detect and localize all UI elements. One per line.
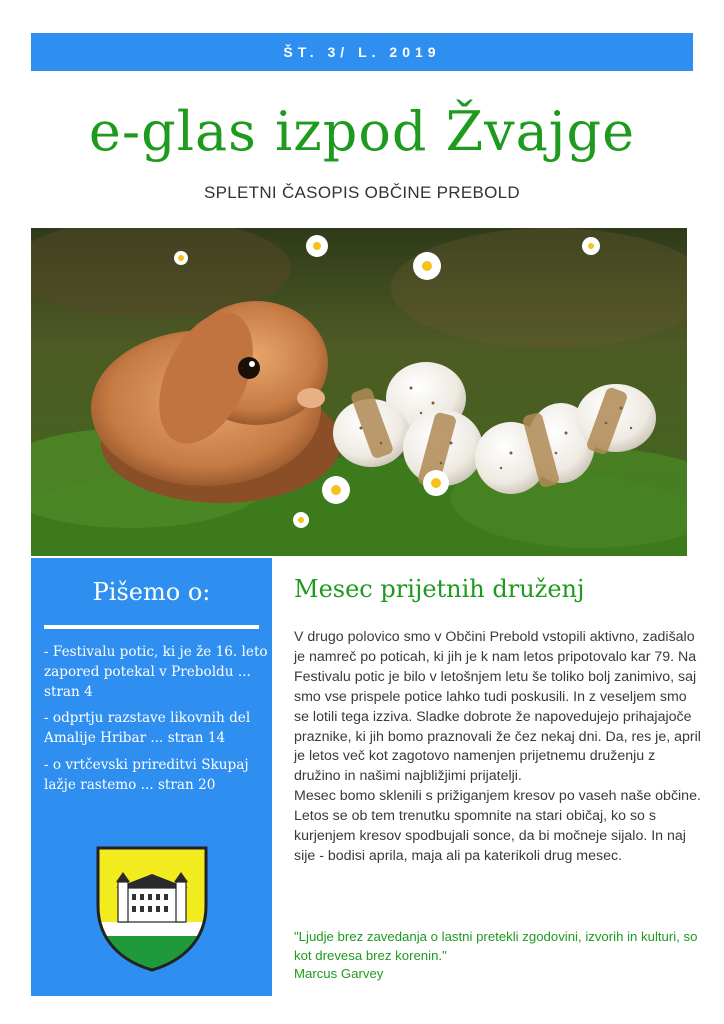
easter-bunny-image (31, 228, 687, 556)
cover-photo (31, 228, 687, 556)
quote-block (294, 928, 704, 984)
sidebar-contents (31, 558, 272, 996)
article-body (294, 628, 704, 867)
sidebar-heading: Pišemo o: (92, 578, 211, 606)
newsletter-subtitle: SPLETNI ČASOPIS OBČINE PREBOLD (203, 183, 521, 202)
sidebar-divider (44, 625, 259, 629)
issue-number: ŠT. 3/ L. 2019 (283, 44, 441, 60)
article-paragraph: Mesec bomo sklenili s prižiganjem kresov po vaseh naše občine. Letos se ob tem trenutku spomnite na stari običaj, ko so s kurjenjem kresov spodbujali sonce, da bi močneje sijalo. In naj sije - bodisi aprila, maja ali pa katerikoli drug mesec. (294, 788, 701, 864)
list-item: - Festivalu potic, ki je že 16. leto zapored potekal v Preboldu ... stran 4 (44, 644, 268, 700)
newsletter-title: e-glas izpod Žvajge (88, 100, 636, 163)
quote-text: "Ljudje brez zavedanja o lastni pretekli zgodovini, izvorih in kulturi, so kot drevesa brez korenin." (294, 929, 698, 963)
issue-bar (31, 33, 693, 71)
list-item: - odprtju razstave likovnih del Amalije Hribar ... stran 14 (44, 710, 251, 747)
article-title: Mesec prijetnih druženj (294, 575, 585, 603)
sidebar-list (44, 636, 269, 796)
article-paragraph: V drugo polovico smo v Občini Prebold vstopili aktivno, zadišalo je namreč po poticah, ki jih je k nam letos pripotovalo kar 79. Na Festivalu potic je bilo v letošnjem letu še toliko bolj zanimivo, saj smo vse prispele potice lahko tudi poskusili. In z veseljem smo se lotili tega izziva. Sladke dobrote že napovedujejo prihajajoče praznike, ki jih bomo praznovali že čez nekaj dni. Da, res je, april je letos več kot zagotovo namenjen prijetnemu druženju z družino in našimi najbližjimi prijatelji. (294, 629, 701, 785)
municipality-coat-of-arms-icon (94, 844, 210, 974)
list-item: - o vrtčevski prireditvi Skupaj lažje rastemo ... stran 20 (44, 756, 249, 793)
quote-author: Marcus Garvey (294, 966, 384, 982)
